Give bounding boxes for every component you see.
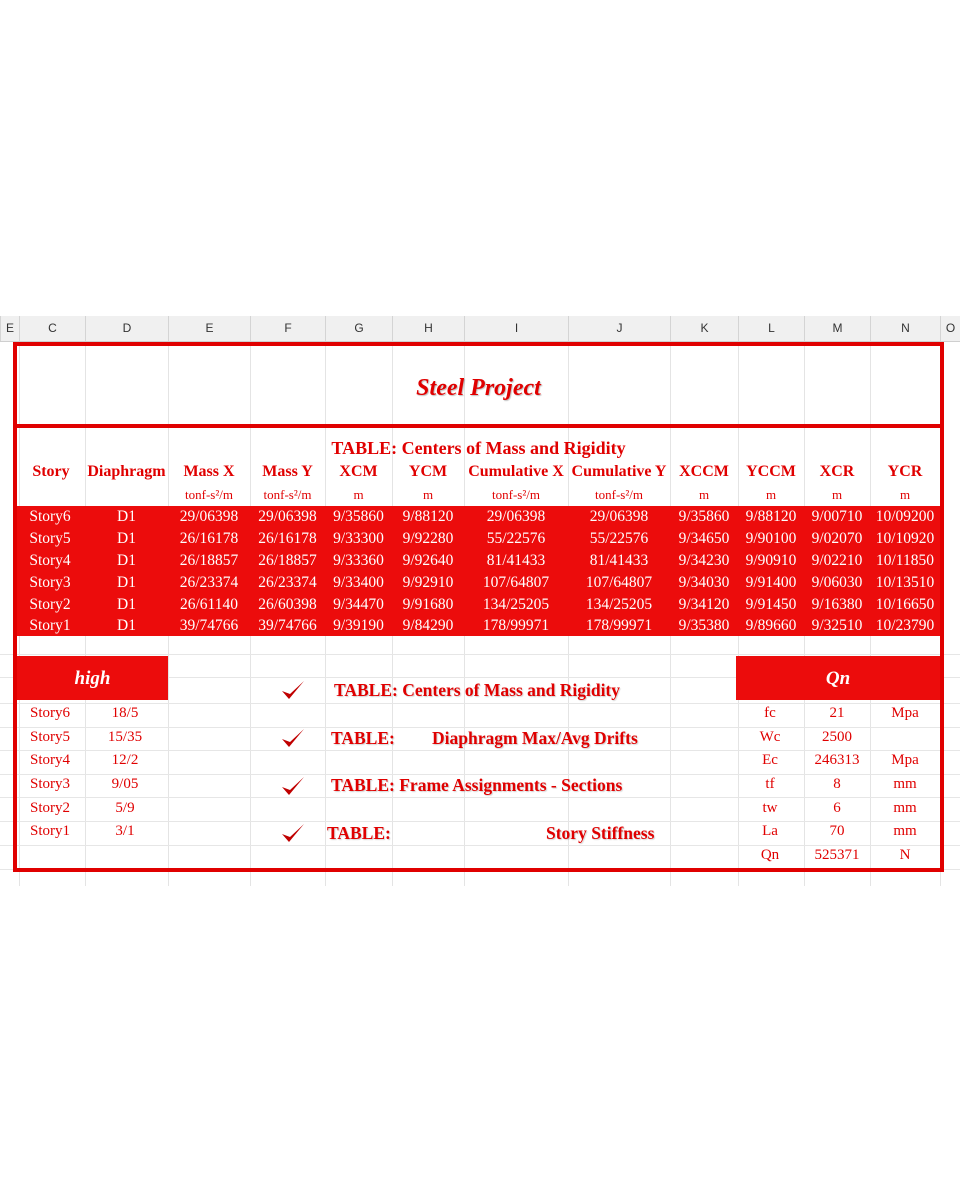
table-cell: Story6	[29, 508, 71, 525]
table-cell: 178/99971	[482, 617, 550, 634]
column-header[interactable]: H	[392, 316, 464, 341]
table-cell: 9/92280	[402, 530, 454, 547]
header-xccm: XCCM	[679, 463, 729, 480]
column-header[interactable]: G	[325, 316, 392, 341]
page-title: Steel Project	[416, 375, 541, 401]
column-header[interactable]: M	[804, 316, 870, 341]
column-header[interactable]: E	[168, 316, 250, 341]
unit-mass-y: tonf-s²/m	[263, 487, 312, 502]
table-cell: 26/16178	[258, 530, 317, 547]
qn-value[interactable]: 8	[833, 776, 841, 792]
table-cell: 55/22576	[486, 530, 546, 547]
table-cell: D1	[117, 617, 136, 634]
qn-value[interactable]: 70	[829, 823, 845, 839]
high-header: high	[17, 656, 168, 700]
high-value[interactable]: 3/1	[115, 823, 135, 839]
table-cell: 26/16178	[179, 530, 239, 547]
unit-yccm: m	[765, 487, 777, 502]
unit-mass-x: tonf-s²/m	[185, 487, 233, 502]
title-box	[17, 346, 940, 428]
table-cell: 26/18857	[258, 552, 317, 569]
table-cell: 9/92640	[402, 552, 454, 569]
table-cell: 9/33300	[333, 530, 384, 547]
column-header[interactable]: D	[85, 316, 168, 341]
table-cell: 39/74766	[258, 617, 317, 634]
table-cell: 9/92910	[402, 574, 454, 591]
high-story[interactable]: Story1	[29, 823, 70, 839]
qn-param[interactable]: Wc	[759, 729, 781, 745]
table-cell: 134/25205	[585, 596, 653, 613]
table-cell: 9/84290	[402, 617, 454, 634]
table-cell: Story4	[29, 552, 71, 569]
unit-xcr: m	[831, 487, 843, 502]
table-cell: 26/61140	[180, 596, 238, 613]
checklist-item: TABLE: Frame Assignments - Sections	[331, 775, 623, 795]
table-cell: 26/23374	[179, 574, 239, 591]
high-story[interactable]: Story4	[29, 752, 70, 768]
table-row[interactable]	[17, 528, 940, 550]
unit-ycm: m	[422, 487, 434, 502]
qn-value[interactable]: 246313	[814, 752, 860, 768]
header-story: Story	[32, 463, 70, 480]
table-cell: 9/89660	[745, 617, 797, 634]
table-cell: D1	[117, 574, 136, 591]
column-header[interactable]: C	[19, 316, 85, 341]
table-cell: 10/23790	[875, 617, 935, 634]
table-cell: 9/33360	[333, 552, 384, 569]
high-story[interactable]: Story2	[29, 800, 70, 816]
table-cell: 9/91400	[745, 574, 797, 591]
column-header-bar	[0, 316, 960, 342]
qn-value[interactable]: 21	[829, 705, 845, 721]
unit-xccm: m	[698, 487, 710, 502]
high-value[interactable]: 9/05	[111, 776, 139, 792]
high-story[interactable]: Story5	[29, 729, 70, 745]
table-cell: 9/88120	[402, 508, 454, 525]
table-cell: 9/35380	[678, 617, 730, 634]
header-ycm: YCM	[408, 463, 448, 480]
table-cell: 26/60398	[258, 596, 317, 613]
qn-param[interactable]: Ec	[762, 752, 778, 768]
qn-param[interactable]: Qn	[760, 847, 780, 863]
qn-unit[interactable]: mm	[893, 776, 917, 792]
table-cell: 9/39190	[333, 617, 384, 634]
qn-unit[interactable]: Mpa	[891, 705, 919, 721]
qn-unit[interactable]: Mpa	[891, 752, 919, 768]
high-story[interactable]: Story6	[29, 705, 70, 721]
unit-xcm: m	[353, 487, 364, 502]
checklist-item-suffix: Story Stiffness	[546, 823, 655, 843]
column-header[interactable]: F	[250, 316, 325, 341]
checkmark-icon	[280, 678, 306, 702]
header-xcm: XCM	[339, 463, 378, 480]
high-value[interactable]: 5/9	[115, 800, 135, 816]
table-row[interactable]	[17, 594, 940, 616]
qn-value[interactable]: 525371	[814, 847, 860, 863]
high-value[interactable]: 15/35	[107, 729, 143, 745]
column-header[interactable]: J	[568, 316, 670, 341]
table-cell: Story3	[29, 574, 71, 591]
header-cumulative-x: Cumulative X	[468, 463, 564, 480]
table-row[interactable]	[17, 572, 940, 594]
unit-ycr: m	[899, 487, 911, 502]
qn-value[interactable]: 6	[833, 800, 841, 816]
table-cell: 9/91450	[745, 596, 797, 613]
table-cell: 29/06398	[179, 508, 239, 525]
table-title: TABLE: Centers of Mass and Rigidity	[331, 438, 626, 458]
table-cell: 107/64807	[482, 574, 550, 591]
table-cell: 81/41433	[589, 552, 649, 569]
unit-cumulative-y: tonf-s²/m	[595, 487, 643, 502]
header-mass-y: Mass Y	[262, 463, 313, 480]
table-cell: 10/09200	[875, 508, 935, 525]
qn-param[interactable]: tw	[762, 800, 778, 816]
table-cell: 9/34030	[678, 574, 730, 591]
high-story[interactable]: Story3	[29, 776, 70, 792]
table-cell: 9/34230	[678, 552, 730, 569]
table-cell: 9/35860	[678, 508, 730, 525]
table-cell: D1	[117, 508, 136, 525]
table-cell: 29/06398	[486, 508, 546, 525]
column-header[interactable]: E	[0, 316, 19, 341]
column-header[interactable]: K	[670, 316, 738, 341]
header-mass-x: Mass X	[183, 463, 235, 480]
header-cumulative-y: Cumulative Y	[571, 463, 667, 480]
table-cell: 10/16650	[875, 596, 935, 613]
table-cell: 29/06398	[258, 508, 317, 525]
qn-unit[interactable]: mm	[893, 823, 917, 839]
table-cell: Story2	[29, 596, 71, 613]
table-cell: 81/41433	[486, 552, 546, 569]
table-cell: Story5	[29, 530, 71, 547]
qn-value[interactable]: 2500	[822, 729, 852, 745]
table-cell: 107/64807	[585, 574, 653, 591]
header-ycr: YCR	[887, 463, 923, 480]
table-cell: 9/90910	[745, 552, 797, 569]
header-yccm: YCCM	[746, 463, 796, 480]
table-cell: Story1	[29, 617, 71, 634]
table-cell: 9/34120	[678, 596, 730, 613]
column-header[interactable]: N	[870, 316, 940, 341]
column-header[interactable]: I	[464, 316, 568, 341]
table-cell: 9/91680	[402, 596, 454, 613]
table-cell: 26/18857	[179, 552, 239, 569]
table-cell: 26/23374	[258, 574, 317, 591]
table-row[interactable]	[17, 506, 940, 528]
table-cell: 9/06030	[811, 574, 863, 591]
header-xcr: XCR	[819, 463, 855, 480]
table-cell: 9/02210	[811, 552, 863, 569]
checkmark-icon	[280, 821, 306, 845]
qn-param[interactable]: fc	[764, 705, 776, 721]
table-cell: 9/35860	[333, 508, 384, 525]
table-cell: 10/10920	[875, 530, 935, 547]
checklist-item: TABLE: Centers of Mass and Rigidity	[334, 680, 621, 700]
qn-unit[interactable]: mm	[893, 800, 917, 816]
qn-param[interactable]: La	[762, 823, 778, 839]
table-cell: 9/00710	[811, 508, 863, 525]
table-cell: D1	[117, 552, 136, 569]
unit-cumulative-x: tonf-s²/m	[492, 487, 540, 502]
data-table	[17, 506, 940, 636]
table-cell: 178/99971	[585, 617, 653, 634]
high-value[interactable]: 12/2	[111, 752, 139, 768]
table-cell: 134/25205	[482, 596, 550, 613]
qn-header: Qn	[736, 656, 940, 700]
table-cell: 9/88120	[745, 508, 797, 525]
table-cell: 9/16380	[811, 596, 863, 613]
table-cell: 9/02070	[811, 530, 863, 547]
table-cell: 9/90100	[745, 530, 797, 547]
checklist-item-prefix: TABLE:	[327, 823, 391, 843]
table-cell: 55/22576	[589, 530, 649, 547]
table-cell: 10/13510	[875, 574, 935, 591]
table-cell: 39/74766	[179, 617, 239, 634]
qn-unit[interactable]: N	[899, 847, 911, 863]
high-value[interactable]: 18/5	[111, 705, 139, 721]
checkmark-icon	[280, 774, 306, 798]
table-cell: 9/34650	[678, 530, 730, 547]
column-header[interactable]: O	[940, 316, 960, 341]
table-cell: 9/34470	[333, 596, 384, 613]
checkmark-icon	[280, 726, 306, 750]
table-row[interactable]	[17, 615, 940, 637]
checklist-item-prefix: TABLE:	[331, 728, 395, 748]
header-diaphragm: Diaphragm	[87, 463, 166, 480]
checklist-item-suffix: Diaphragm Max/Avg Drifts	[432, 728, 638, 748]
column-header[interactable]: L	[738, 316, 804, 341]
table-cell: D1	[117, 596, 136, 613]
table-cell: 9/32510	[811, 617, 863, 634]
qn-param[interactable]: tf	[765, 776, 775, 792]
table-cell: 29/06398	[589, 508, 649, 525]
table-cell: 9/33400	[333, 574, 384, 591]
table-cell: 10/11850	[876, 552, 934, 569]
table-row[interactable]	[17, 550, 940, 572]
table-cell: D1	[117, 530, 136, 547]
